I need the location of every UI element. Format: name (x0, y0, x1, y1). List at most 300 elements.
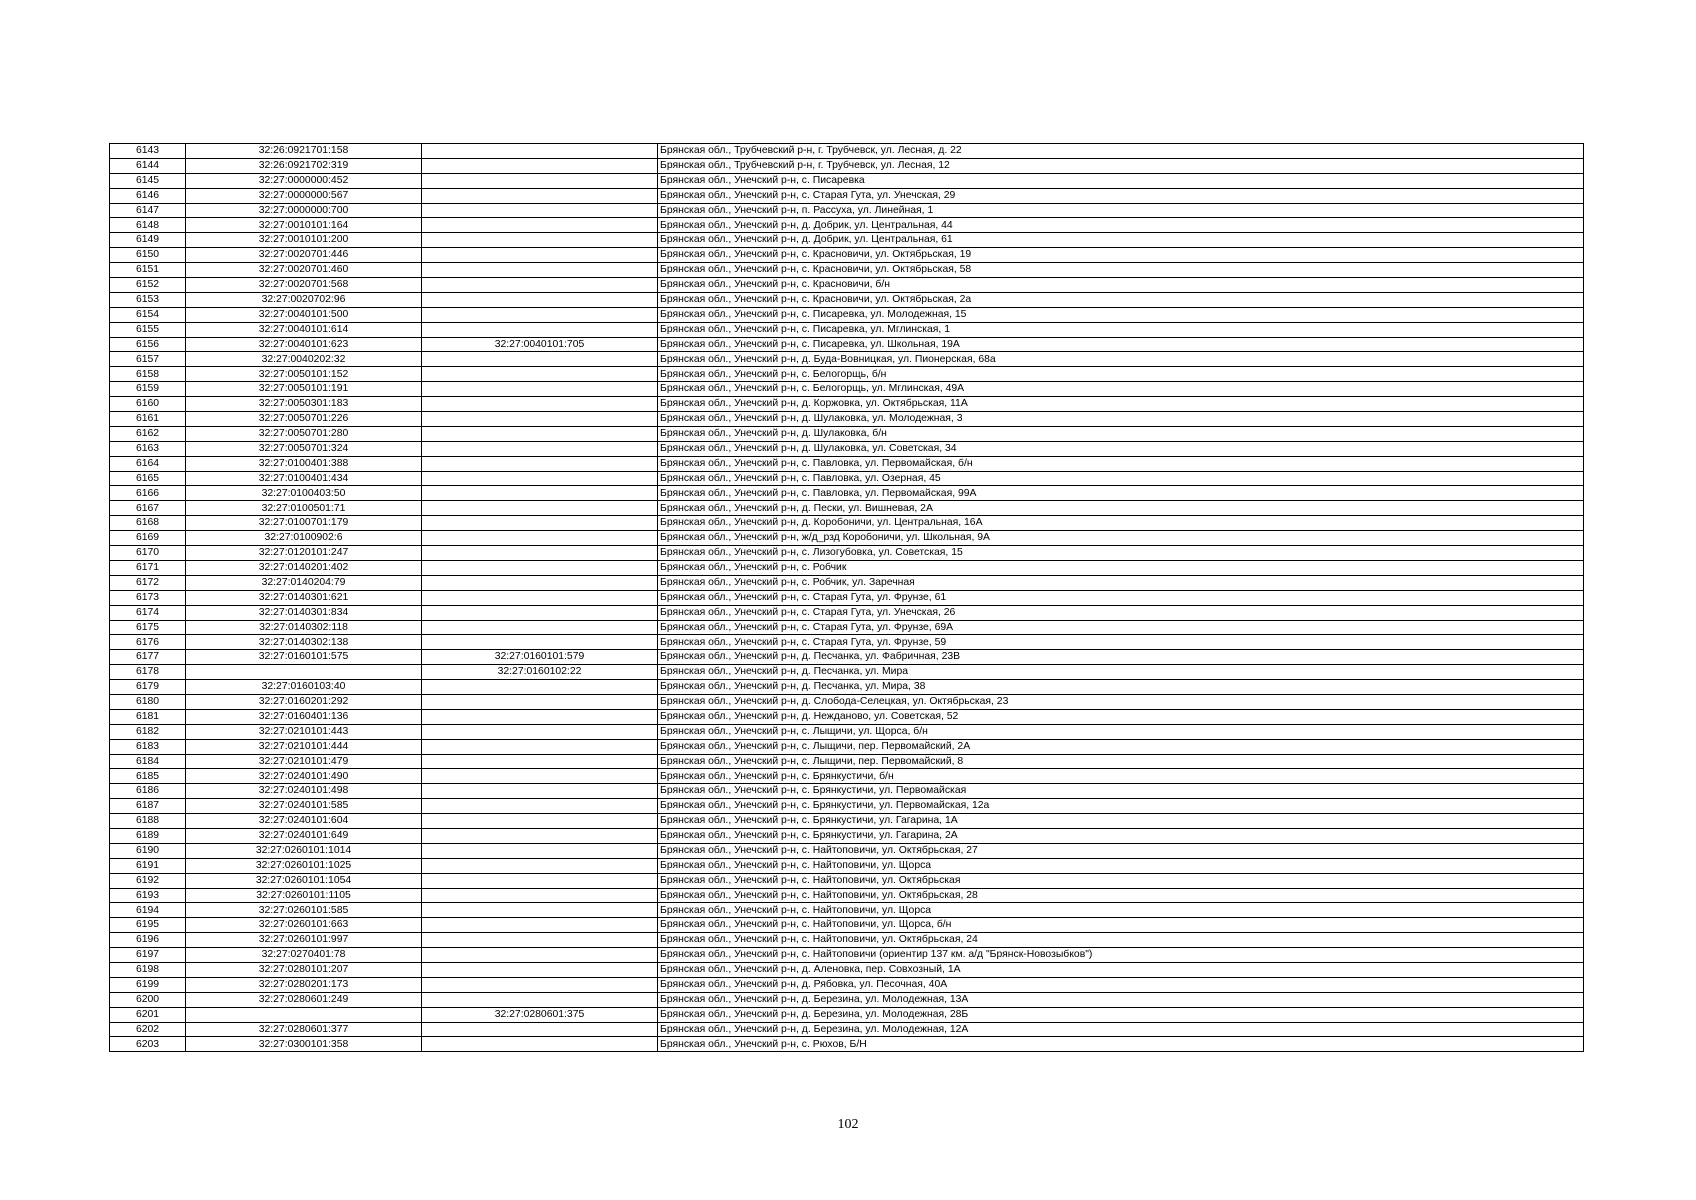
table-row (110, 426, 1584, 441)
row-number-cell: 6175 (110, 620, 186, 635)
row-number-cell: 6159 (110, 382, 186, 397)
address-cell: Брянская обл., Унечский р-н, с. Писаревка (658, 173, 1584, 188)
table-row (110, 367, 1584, 382)
row-number-cell: 6189 (110, 828, 186, 843)
row-number-cell: 6186 (110, 784, 186, 799)
additional-cadastral-number-cell (422, 784, 658, 799)
address-cell: Брянская обл., Унечский р-н, д. Аленовка, пер. Совхозный, 1А (658, 962, 1584, 977)
address-cell: Брянская обл., Унечский р-н, с. Красновичи, ул. Октябрьская, 58 (658, 263, 1584, 278)
table-row (110, 680, 1584, 695)
row-number-cell: 6182 (110, 724, 186, 739)
additional-cadastral-number-cell: 32:27:0280601:375 (422, 1007, 658, 1022)
additional-cadastral-number-cell (422, 992, 658, 1007)
additional-cadastral-number-cell (422, 962, 658, 977)
additional-cadastral-number-cell (422, 948, 658, 963)
row-number-cell: 6192 (110, 873, 186, 888)
table-row (110, 650, 1584, 665)
cadastral-number-cell: 32:27:0240101:604 (186, 814, 422, 829)
address-cell: Брянская обл., Унечский р-н, с. Найтоповичи, ул. Щорса, б/н (658, 918, 1584, 933)
additional-cadastral-number-cell (422, 292, 658, 307)
cadastral-number-cell: 32:27:0280601:377 (186, 1022, 422, 1037)
cadastral-number-cell: 32:27:0260101:585 (186, 903, 422, 918)
row-number-cell: 6177 (110, 650, 186, 665)
additional-cadastral-number-cell (422, 977, 658, 992)
row-number-cell: 6152 (110, 278, 186, 293)
row-number-cell: 6171 (110, 560, 186, 575)
table-row (110, 531, 1584, 546)
additional-cadastral-number-cell (422, 218, 658, 233)
address-cell: Брянская обл., Унечский р-н, с. Брянкустичи, ул. Первомайская, 12а (658, 799, 1584, 814)
cadastral-number-cell: 32:27:0270401:78 (186, 948, 422, 963)
table-row (110, 784, 1584, 799)
row-number-cell: 6201 (110, 1007, 186, 1022)
row-number-cell: 6198 (110, 962, 186, 977)
address-cell: Брянская обл., Унечский р-н, с. Писаревка, ул. Школьная, 19А (658, 337, 1584, 352)
additional-cadastral-number-cell (422, 873, 658, 888)
cadastral-number-cell: 32:27:0050301:183 (186, 397, 422, 412)
table-row (110, 397, 1584, 412)
cadastral-number-cell: 32:27:0160103:40 (186, 680, 422, 695)
additional-cadastral-number-cell: 32:27:0040101:705 (422, 337, 658, 352)
table-row (110, 709, 1584, 724)
address-cell: Брянская обл., Унечский р-н, д. Добрик, ул. Центральная, 44 (658, 218, 1584, 233)
table-row (110, 888, 1584, 903)
table-row (110, 292, 1584, 307)
row-number-cell: 6174 (110, 605, 186, 620)
cadastral-number-cell: 32:27:0260101:1105 (186, 888, 422, 903)
cadastral-number-cell: 32:27:0240101:498 (186, 784, 422, 799)
cadastral-number-cell: 32:27:0140301:834 (186, 605, 422, 620)
table-row (110, 233, 1584, 248)
row-number-cell: 6179 (110, 680, 186, 695)
cadastral-number-cell: 32:27:0260101:663 (186, 918, 422, 933)
address-cell: Брянская обл., Унечский р-н, с. Рюхов, Б/Н (658, 1037, 1584, 1052)
row-number-cell: 6181 (110, 709, 186, 724)
table-row (110, 918, 1584, 933)
row-number-cell: 6185 (110, 769, 186, 784)
address-cell: Брянская обл., Унечский р-н, д. Березина, ул. Молодежная, 13А (658, 992, 1584, 1007)
address-cell: Брянская обл., Унечский р-н, с. Писаревка, ул. Молодежная, 15 (658, 307, 1584, 322)
row-number-cell: 6193 (110, 888, 186, 903)
cadastral-number-cell (186, 1007, 422, 1022)
additional-cadastral-number-cell (422, 144, 658, 159)
table-row (110, 962, 1584, 977)
cadastral-number-cell: 32:27:0260101:997 (186, 933, 422, 948)
address-cell: Брянская обл., Унечский р-н, д. Слобода-Селецкая, ул. Октябрьская, 23 (658, 694, 1584, 709)
table-row (110, 1007, 1584, 1022)
additional-cadastral-number-cell (422, 1022, 658, 1037)
table-row (110, 843, 1584, 858)
address-cell: Брянская обл., Унечский р-н, с. Красновичи, б/н (658, 278, 1584, 293)
additional-cadastral-number-cell (422, 620, 658, 635)
additional-cadastral-number-cell (422, 412, 658, 427)
row-number-cell: 6191 (110, 858, 186, 873)
row-number-cell: 6183 (110, 739, 186, 754)
row-number-cell: 6196 (110, 933, 186, 948)
cadastral-number-cell: 32:27:0010101:164 (186, 218, 422, 233)
additional-cadastral-number-cell (422, 322, 658, 337)
table-row (110, 590, 1584, 605)
table-row (110, 665, 1584, 680)
address-cell: Брянская обл., Унечский р-н, д. Березина, ул. Молодежная, 12А (658, 1022, 1584, 1037)
address-cell: Брянская обл., Унечский р-н, с. Робчик (658, 560, 1584, 575)
table-row (110, 412, 1584, 427)
cadastral-number-cell: 32:27:0260101:1014 (186, 843, 422, 858)
row-number-cell: 6155 (110, 322, 186, 337)
cadastral-number-cell: 32:27:0160201:292 (186, 694, 422, 709)
row-number-cell: 6180 (110, 694, 186, 709)
additional-cadastral-number-cell (422, 501, 658, 516)
page-number: 102 (837, 1117, 859, 1132)
address-cell: Брянская обл., Унечский р-н, с. Брянкустичи, б/н (658, 769, 1584, 784)
additional-cadastral-number-cell (422, 799, 658, 814)
cadastral-number-cell: 32:27:0120101:247 (186, 546, 422, 561)
address-cell: Брянская обл., Унечский р-н, с. Павловка, ул. Озерная, 45 (658, 471, 1584, 486)
row-number-cell: 6202 (110, 1022, 186, 1037)
row-number-cell: 6148 (110, 218, 186, 233)
cadastral-number-cell: 32:27:0300101:358 (186, 1037, 422, 1052)
table-row (110, 977, 1584, 992)
cadastral-number-cell: 32:27:0040101:500 (186, 307, 422, 322)
additional-cadastral-number-cell (422, 173, 658, 188)
table-row (110, 635, 1584, 650)
additional-cadastral-number-cell (422, 278, 658, 293)
row-number-cell: 6169 (110, 531, 186, 546)
address-cell: Брянская обл., Унечский р-н, д. Песчанка, ул. Мира, 38 (658, 680, 1584, 695)
additional-cadastral-number-cell (422, 352, 658, 367)
row-number-cell: 6162 (110, 426, 186, 441)
row-number-cell: 6153 (110, 292, 186, 307)
cadastral-number-cell: 32:27:0050101:191 (186, 382, 422, 397)
row-number-cell: 6164 (110, 456, 186, 471)
cadastral-number-cell (186, 665, 422, 680)
additional-cadastral-number-cell (422, 203, 658, 218)
table-row (110, 724, 1584, 739)
table-row (110, 620, 1584, 635)
address-cell: Брянская обл., Унечский р-н, с. Брянкустичи, ул. Первомайская (658, 784, 1584, 799)
table-row (110, 441, 1584, 456)
row-number-cell: 6151 (110, 263, 186, 278)
address-cell: Брянская обл., Унечский р-н, с. Белогорщь, б/н (658, 367, 1584, 382)
address-cell: Брянская обл., Унечский р-н, с. Белогорщь, ул. Мглинская, 49А (658, 382, 1584, 397)
address-cell: Брянская обл., Унечский р-н, д. Коробоничи, ул. Центральная, 16А (658, 516, 1584, 531)
address-cell: Брянская обл., Унечский р-н, д. Березина, ул. Молодежная, 28Б (658, 1007, 1584, 1022)
table-row (110, 218, 1584, 233)
additional-cadastral-number-cell (422, 590, 658, 605)
cadastral-number-cell: 32:27:0260101:1054 (186, 873, 422, 888)
additional-cadastral-number-cell (422, 233, 658, 248)
additional-cadastral-number-cell (422, 158, 658, 173)
table-row (110, 1022, 1584, 1037)
address-cell: Брянская обл., Трубчевский р-н, г. Трубчевск, ул. Лесная, д. 22 (658, 144, 1584, 159)
table-row (110, 278, 1584, 293)
row-number-cell: 6146 (110, 188, 186, 203)
cadastral-number-cell: 32:27:0240101:649 (186, 828, 422, 843)
table-row (110, 903, 1584, 918)
table-row (110, 873, 1584, 888)
cadastral-number-cell: 32:26:0921701:158 (186, 144, 422, 159)
cadastral-number-cell: 32:27:0000000:700 (186, 203, 422, 218)
cadastral-number-cell: 32:27:0100501:71 (186, 501, 422, 516)
table-row (110, 337, 1584, 352)
additional-cadastral-number-cell (422, 248, 658, 263)
cadastral-number-cell: 32:27:0140302:118 (186, 620, 422, 635)
cadastral-number-cell: 32:27:0010101:200 (186, 233, 422, 248)
address-cell: Брянская обл., Унечский р-н, с. Найтоповичи, ул. Щорса (658, 858, 1584, 873)
row-number-cell: 6165 (110, 471, 186, 486)
registry-table-body (110, 144, 1584, 1052)
row-number-cell: 6168 (110, 516, 186, 531)
additional-cadastral-number-cell (422, 560, 658, 575)
address-cell: Брянская обл., Унечский р-н, д. Нежданово, ул. Советская, 52 (658, 709, 1584, 724)
row-number-cell: 6176 (110, 635, 186, 650)
additional-cadastral-number-cell (422, 888, 658, 903)
address-cell: Брянская обл., Унечский р-н, с. Найтоповичи, ул. Октябрьская (658, 873, 1584, 888)
address-cell: Брянская обл., Унечский р-н, с. Брянкустичи, ул. Гагарина, 2А (658, 828, 1584, 843)
additional-cadastral-number-cell (422, 263, 658, 278)
property-registry-table (109, 143, 1584, 1052)
cadastral-number-cell: 32:27:0210101:479 (186, 754, 422, 769)
cadastral-number-cell: 32:27:0040202:32 (186, 352, 422, 367)
additional-cadastral-number-cell (422, 724, 658, 739)
row-number-cell: 6154 (110, 307, 186, 322)
address-cell: Брянская обл., Унечский р-н, с. Найтоповичи, ул. Октябрьская, 28 (658, 888, 1584, 903)
table-row (110, 471, 1584, 486)
additional-cadastral-number-cell (422, 546, 658, 561)
address-cell: Брянская обл., Унечский р-н, с. Робчик, ул. Заречная (658, 575, 1584, 590)
address-cell: Брянская обл., Унечский р-н, с. Лыщичи, пер. Первомайский, 2А (658, 739, 1584, 754)
table-row (110, 456, 1584, 471)
cadastral-number-cell: 32:27:0140301:621 (186, 590, 422, 605)
address-cell: Брянская обл., Унечский р-н, с. Старая Гута, ул. Унечская, 26 (658, 605, 1584, 620)
row-number-cell: 6144 (110, 158, 186, 173)
additional-cadastral-number-cell (422, 456, 658, 471)
row-number-cell: 6166 (110, 486, 186, 501)
table-row (110, 173, 1584, 188)
address-cell: Брянская обл., Унечский р-н, с. Писаревка, ул. Мглинская, 1 (658, 322, 1584, 337)
cadastral-number-cell: 32:27:0280601:249 (186, 992, 422, 1007)
address-cell: Брянская обл., Унечский р-н, с. Найтоповичи, ул. Октябрьская, 27 (658, 843, 1584, 858)
table-row (110, 858, 1584, 873)
cadastral-number-cell: 32:27:0000000:452 (186, 173, 422, 188)
row-number-cell: 6158 (110, 367, 186, 382)
cadastral-number-cell: 32:27:0100403:50 (186, 486, 422, 501)
row-number-cell: 6170 (110, 546, 186, 561)
table-row (110, 322, 1584, 337)
row-number-cell: 6161 (110, 412, 186, 427)
row-number-cell: 6167 (110, 501, 186, 516)
additional-cadastral-number-cell (422, 903, 658, 918)
address-cell: Брянская обл., Унечский р-н, с. Лизогубовка, ул. Советская, 15 (658, 546, 1584, 561)
additional-cadastral-number-cell (422, 828, 658, 843)
address-cell: Брянская обл., Унечский р-н, д. Пески, ул. Вишневая, 2А (658, 501, 1584, 516)
address-cell: Брянская обл., Унечский р-н, д. Песчанка, ул. Фабричная, 23В (658, 650, 1584, 665)
table-row (110, 1037, 1584, 1052)
cadastral-number-cell: 32:27:0050701:324 (186, 441, 422, 456)
table-row (110, 501, 1584, 516)
cadastral-number-cell: 32:27:0280101:207 (186, 962, 422, 977)
row-number-cell: 6145 (110, 173, 186, 188)
cadastral-number-cell: 32:27:0050701:226 (186, 412, 422, 427)
cadastral-number-cell: 32:27:0140302:138 (186, 635, 422, 650)
table-row (110, 144, 1584, 159)
additional-cadastral-number-cell (422, 933, 658, 948)
additional-cadastral-number-cell (422, 531, 658, 546)
row-number-cell: 6178 (110, 665, 186, 680)
address-cell: Брянская обл., Унечский р-н, д. Рябовка, ул. Песочная, 40А (658, 977, 1584, 992)
address-cell: Брянская обл., Унечский р-н, с. Лыщичи, ул. Щорса, б/н (658, 724, 1584, 739)
additional-cadastral-number-cell (422, 486, 658, 501)
additional-cadastral-number-cell (422, 814, 658, 829)
address-cell: Брянская обл., Унечский р-н, ж/д_рзд Коробоничи, ул. Школьная, 9А (658, 531, 1584, 546)
additional-cadastral-number-cell (422, 188, 658, 203)
address-cell: Брянская обл., Унечский р-н, д. Добрик, ул. Центральная, 61 (658, 233, 1584, 248)
additional-cadastral-number-cell: 32:27:0160101:579 (422, 650, 658, 665)
address-cell: Брянская обл., Унечский р-н, с. Найтоповичи, ул. Щорса (658, 903, 1584, 918)
row-number-cell: 6149 (110, 233, 186, 248)
address-cell: Брянская обл., Унечский р-н, д. Коржовка, ул. Октябрьская, 11А (658, 397, 1584, 412)
cadastral-number-cell: 32:27:0100401:388 (186, 456, 422, 471)
table-row (110, 560, 1584, 575)
table-row (110, 799, 1584, 814)
row-number-cell: 6147 (110, 203, 186, 218)
address-cell: Брянская обл., Унечский р-н, д. Шулаковка, ул. Молодежная, 3 (658, 412, 1584, 427)
additional-cadastral-number-cell (422, 367, 658, 382)
address-cell: Брянская обл., Унечский р-н, п. Рассуха, ул. Линейная, 1 (658, 203, 1584, 218)
table-row (110, 307, 1584, 322)
table-row (110, 828, 1584, 843)
row-number-cell: 6203 (110, 1037, 186, 1052)
address-cell: Брянская обл., Унечский р-н, д. Шулаковка, ул. Советская, 34 (658, 441, 1584, 456)
row-number-cell: 6197 (110, 948, 186, 963)
table-row (110, 948, 1584, 963)
additional-cadastral-number-cell (422, 709, 658, 724)
cadastral-number-cell: 32:27:0050101:152 (186, 367, 422, 382)
cadastral-number-cell: 32:27:0210101:443 (186, 724, 422, 739)
row-number-cell: 6187 (110, 799, 186, 814)
table-row (110, 754, 1584, 769)
additional-cadastral-number-cell (422, 635, 658, 650)
additional-cadastral-number-cell (422, 307, 658, 322)
row-number-cell: 6199 (110, 977, 186, 992)
address-cell: Брянская обл., Унечский р-н, с. Красновичи, ул. Октябрьская, 19 (658, 248, 1584, 263)
cadastral-number-cell: 32:27:0260101:1025 (186, 858, 422, 873)
additional-cadastral-number-cell (422, 858, 658, 873)
address-cell: Брянская обл., Унечский р-н, с. Павловка, ул. Первомайская, 99А (658, 486, 1584, 501)
row-number-cell: 6195 (110, 918, 186, 933)
address-cell: Брянская обл., Унечский р-н, с. Лыщичи, пер. Первомайский, 8 (658, 754, 1584, 769)
table-row (110, 814, 1584, 829)
cadastral-number-cell: 32:27:0000000:567 (186, 188, 422, 203)
additional-cadastral-number-cell (422, 471, 658, 486)
table-row (110, 263, 1584, 278)
address-cell: Брянская обл., Унечский р-н, с. Павловка, ул. Первомайская, б/н (658, 456, 1584, 471)
additional-cadastral-number-cell (422, 769, 658, 784)
address-cell: Брянская обл., Унечский р-н, с. Красновичи, ул. Октябрьская, 2а (658, 292, 1584, 307)
additional-cadastral-number-cell (422, 397, 658, 412)
additional-cadastral-number-cell (422, 605, 658, 620)
row-number-cell: 6184 (110, 754, 186, 769)
table-row (110, 694, 1584, 709)
address-cell: Брянская обл., Унечский р-н, с. Старая Гута, ул. Фрунзе, 61 (658, 590, 1584, 605)
row-number-cell: 6200 (110, 992, 186, 1007)
address-cell: Брянская обл., Унечский р-н, с. Старая Гута, ул. Унечская, 29 (658, 188, 1584, 203)
row-number-cell: 6163 (110, 441, 186, 456)
row-number-cell: 6188 (110, 814, 186, 829)
cadastral-number-cell: 32:27:0240101:490 (186, 769, 422, 784)
row-number-cell: 6150 (110, 248, 186, 263)
address-cell: Брянская обл., Унечский р-н, д. Песчанка, ул. Мира (658, 665, 1584, 680)
cadastral-number-cell: 32:27:0280201:173 (186, 977, 422, 992)
additional-cadastral-number-cell (422, 680, 658, 695)
cadastral-number-cell: 32:27:0240101:585 (186, 799, 422, 814)
cadastral-number-cell: 32:27:0100401:434 (186, 471, 422, 486)
row-number-cell: 6190 (110, 843, 186, 858)
table-row (110, 605, 1584, 620)
cadastral-number-cell: 32:27:0160401:136 (186, 709, 422, 724)
row-number-cell: 6157 (110, 352, 186, 367)
table-row (110, 546, 1584, 561)
table-row (110, 769, 1584, 784)
cadastral-number-cell: 32:27:0020701:446 (186, 248, 422, 263)
table-row (110, 158, 1584, 173)
table-row (110, 382, 1584, 397)
additional-cadastral-number-cell (422, 382, 658, 397)
address-cell: Брянская обл., Унечский р-н, с. Найтоповичи, ул. Октябрьская, 24 (658, 933, 1584, 948)
table-row (110, 739, 1584, 754)
row-number-cell: 6156 (110, 337, 186, 352)
additional-cadastral-number-cell: 32:27:0160102:22 (422, 665, 658, 680)
address-cell: Брянская обл., Унечский р-н, д. Шулаковка, б/н (658, 426, 1584, 441)
cadastral-number-cell: 32:27:0210101:444 (186, 739, 422, 754)
cadastral-number-cell: 32:27:0050701:280 (186, 426, 422, 441)
additional-cadastral-number-cell (422, 843, 658, 858)
cadastral-number-cell: 32:27:0100701:179 (186, 516, 422, 531)
address-cell: Брянская обл., Унечский р-н, с. Найтоповичи (ориентир 137 км. а/д "Брянск-Новозыбков") (658, 948, 1584, 963)
table-row (110, 486, 1584, 501)
cadastral-number-cell: 32:27:0020702:96 (186, 292, 422, 307)
address-cell: Брянская обл., Унечский р-н, с. Старая Гута, ул. Фрунзе, 59 (658, 635, 1584, 650)
table-row (110, 992, 1584, 1007)
additional-cadastral-number-cell (422, 516, 658, 531)
additional-cadastral-number-cell (422, 575, 658, 590)
table-row (110, 516, 1584, 531)
additional-cadastral-number-cell (422, 918, 658, 933)
row-number-cell: 6194 (110, 903, 186, 918)
table-row (110, 933, 1584, 948)
cadastral-number-cell: 32:27:0140204:79 (186, 575, 422, 590)
cadastral-number-cell: 32:27:0040101:614 (186, 322, 422, 337)
table-row (110, 188, 1584, 203)
additional-cadastral-number-cell (422, 739, 658, 754)
cadastral-number-cell: 32:27:0020701:460 (186, 263, 422, 278)
cadastral-number-cell: 32:26:0921702:319 (186, 158, 422, 173)
additional-cadastral-number-cell (422, 1037, 658, 1052)
cadastral-number-cell: 32:27:0140201:402 (186, 560, 422, 575)
address-cell: Брянская обл., Унечский р-н, д. Буда-Вовницкая, ул. Пионерская, 68а (658, 352, 1584, 367)
address-cell: Брянская обл., Унечский р-н, с. Старая Гута, ул. Фрунзе, 69А (658, 620, 1584, 635)
cadastral-number-cell: 32:27:0160101:575 (186, 650, 422, 665)
table-row (110, 203, 1584, 218)
cadastral-number-cell: 32:27:0020701:568 (186, 278, 422, 293)
row-number-cell: 6172 (110, 575, 186, 590)
address-cell: Брянская обл., Унечский р-н, с. Брянкустичи, ул. Гагарина, 1А (658, 814, 1584, 829)
table-row (110, 352, 1584, 367)
cadastral-number-cell: 32:27:0040101:623 (186, 337, 422, 352)
cadastral-number-cell: 32:27:0100902:6 (186, 531, 422, 546)
additional-cadastral-number-cell (422, 441, 658, 456)
row-number-cell: 6143 (110, 144, 186, 159)
